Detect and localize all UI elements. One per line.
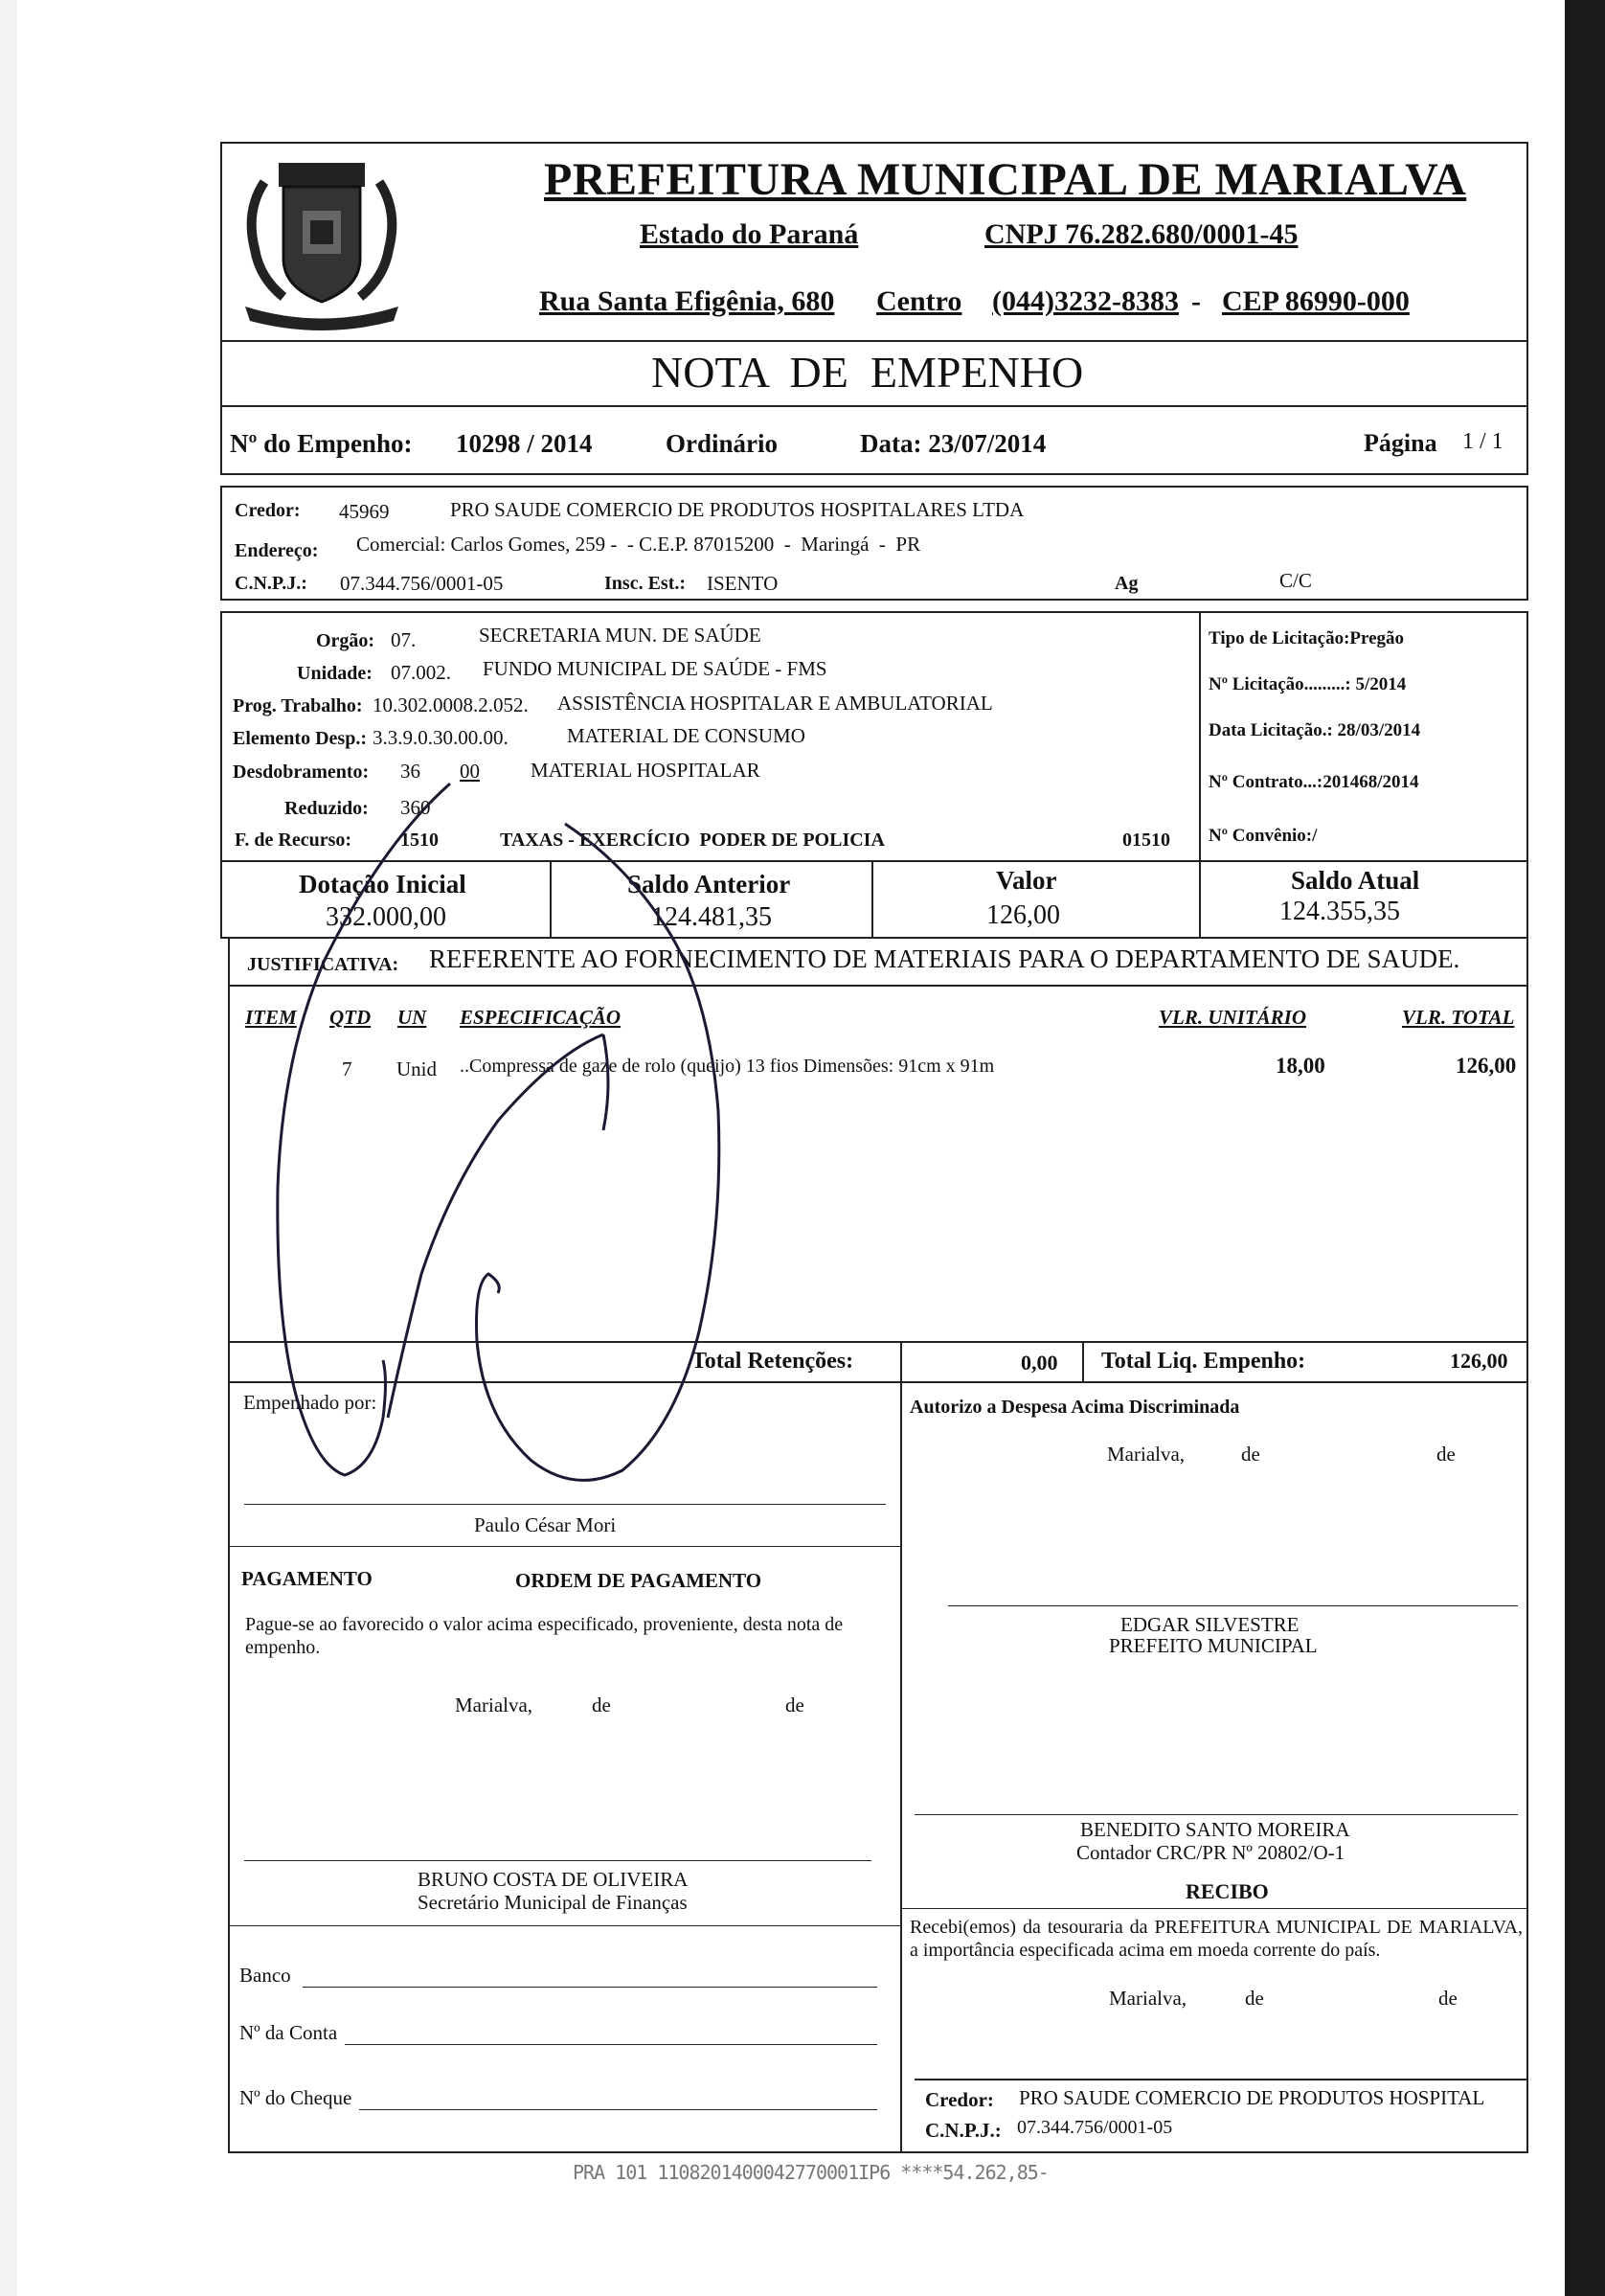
valor-value: 126,00 [986,900,1060,930]
cheque-line [359,2109,877,2110]
header-divider [220,340,1528,342]
empenho-type: Ordinário [666,429,779,458]
licitacao-numero: Nº Licitação.........: 5/2014 [1209,674,1407,694]
contador-signature-line [915,1814,1518,1815]
prefeito-nome: EDGAR SILVESTRE [1120,1613,1300,1636]
unidade-label: Unidade: [297,663,373,684]
pagamento-texto: Pague-se ao favorecido o valor acima especificado, proveniente, desta nota de empenho. [245,1614,844,1658]
ordem-label: ORDEM DE PAGAMENTO [515,1569,762,1592]
secretario-nome: BRUNO COSTA DE OLIVEIRA [418,1868,689,1891]
col-header-un: UN [397,1006,427,1029]
scan-edge-right [1565,0,1605,2296]
banco-line [303,1987,877,1988]
ag-label: Ag [1115,573,1139,594]
autorizo-label: Autorizo a Despesa Acima Discriminada [910,1397,1240,1418]
recibo-credor-value: PRO SAUDE COMERCIO DE PRODUTOS HOSPITAL [1019,2086,1485,2109]
insc-value: ISENTO [707,572,779,595]
secretario-signature-line [244,1860,871,1861]
state-name: Estado do Paraná [640,218,859,250]
desd-sub: 00 [460,760,480,783]
prefeito-signature-line [948,1605,1518,1606]
elem-label: Elemento Desp.: [233,728,367,749]
prog-label: Prog. Trabalho: [233,695,363,716]
saldos-col1 [550,860,552,939]
liq-label: Total Liq. Empenho: [1101,1349,1306,1374]
unidade-code: 07.002. [391,661,451,684]
pagamento-bottom [228,1925,900,1926]
empenhado-label: Empenhado por: [243,1391,377,1414]
cnpj-label: C.N.P.J.: [235,573,307,594]
recibo-de-1: de [1245,1987,1264,2010]
empenho-date: Data: 23/07/2014 [860,429,1047,458]
org-title: PREFEITURA MUNICIPAL DE MARIALVA [544,154,1467,205]
cep: CEP 86990-000 [1222,285,1410,317]
saldo-atual-value: 124.355,35 [1279,897,1400,926]
red-label: Reduzido: [284,798,369,819]
autorizo-de-1: de [1241,1443,1260,1466]
item-desc: ..Compressa de gaze de rolo (queijo) 13 fios Dimensões: 91cm x 91m [460,1056,995,1077]
credor-label: Credor: [235,500,301,521]
empenhado-bottom [228,1546,900,1547]
org-cnpj: CNPJ 76.282.680/0001-45 [984,218,1299,250]
col-header-especificacao: ESPECIFICAÇÃO [460,1006,622,1029]
desd-name: MATERIAL HOSPITALAR [531,759,760,782]
pagamento-cidade: Marialva, [455,1694,533,1716]
saldo-anterior-value: 124.481,35 [651,902,772,932]
street: Rua Santa Efigênia, 680 [539,285,835,317]
col-header-vlr-unitario: VLR. UNITÁRIO [1159,1006,1307,1029]
endereco-label: Endereço: [235,540,319,561]
licitacao-convenio: Nº Convênio:/ [1209,826,1318,846]
lower-divider [900,1383,902,2153]
col-header-qtd: QTD [329,1006,372,1029]
endereco-value: Comercial: Carlos Gomes, 259 - - C.E.P. 87015200 - Maringá - PR [356,533,921,556]
item-unit-price: 18,00 [1276,1054,1325,1078]
item-total: 126,00 [1456,1054,1517,1078]
secretario-cargo: Secretário Municipal de Finanças [418,1891,688,1914]
conta-label: Nº da Conta [239,2021,338,2044]
recibo-credor-top [915,2079,1527,2080]
contador-cargo: Contador CRC/PR Nº 20802/O-1 [1076,1841,1345,1864]
item-qtd: 7 [342,1057,352,1080]
dotacao-inicial-value: 332.000,00 [326,902,446,932]
orgao-code: 07. [391,628,417,651]
page-label: Página [1364,429,1437,457]
retencoes-label: Total Retenções: [691,1349,854,1374]
district: Centro [876,285,962,317]
authentication-stamp: PRA 101 1108201400042770001IP6 ****54.262,85- [573,2161,1049,2184]
crest-banner-text: MARIALVA 1951 [278,303,366,316]
col-header-item: ITEM [245,1006,297,1029]
licitacao-data: Data Licitação.: 28/03/2014 [1209,720,1421,740]
credor-name: PRO SAUDE COMERCIO DE PRODUTOS HOSPITALARES LTDA [450,498,1025,521]
insc-label: Insc. Est.: [604,573,687,594]
fr-code: 01510 [1122,830,1170,851]
dotacao-inicial-label: Dotação Inicial [299,870,466,898]
totals-div2 [1082,1341,1084,1383]
conta-line [345,2044,877,2045]
prog-code: 10.302.0008.2.052. [373,693,529,716]
pagamento-de-2: de [785,1694,804,1716]
saldo-anterior-label: Saldo Anterior [627,870,791,898]
banco-label: Banco [239,1964,291,1987]
licitacao-contrato: Nº Contrato...:201468/2014 [1209,772,1419,792]
retencoes-value: 0,00 [1021,1351,1058,1375]
recibo-cnpj-value: 07.344.756/0001-05 [1017,2117,1173,2138]
liq-value: 126,00 [1450,1349,1508,1373]
justificativa-text: REFERENTE AO FORNECIMENTO DE MATERIAIS PARA O DEPARTAMENTO DE SAUDE. [429,944,1460,973]
saldo-atual-label: Saldo Atual [1291,866,1420,895]
orgao-label: Orgão: [316,630,375,651]
red-value: 360 [400,796,431,819]
recibo-divider [900,1908,1528,1909]
totals-box [228,1341,1528,1383]
elem-code: 3.3.9.0.30.00.00. [373,726,509,749]
orgao-name: SECRETARIA MUN. DE SAÚDE [479,624,761,647]
valor-label: Valor [996,866,1057,895]
credor-code: 45969 [339,500,390,523]
lower-box [228,1383,1528,2153]
cnpj-value: 07.344.756/0001-05 [340,572,504,595]
fr-label: F. de Recurso: [235,830,352,851]
totals-div1 [900,1341,902,1383]
recibo-cidade: Marialva, [1109,1987,1187,2010]
unidade-name: FUNDO MUNICIPAL DE SAÚDE - FMS [483,657,827,680]
recibo-texto: Recebi(emos) da tesouraria da PREFEITURA MUNICIPAL DE MARIALVA, a importância especificada acima em moeda corrente do país. [910,1917,1523,1961]
justificativa-label: JUSTIFICATIVA: [247,954,399,975]
fr-name: TAXAS - EXERCÍCIO PODER DE POLICIA [500,830,885,851]
elem-name: MATERIAL DE CONSUMO [567,724,805,747]
prog-name: ASSISTÊNCIA HOSPITALAR E AMBULATORIAL [557,692,993,715]
cc-label: C/C [1279,569,1312,592]
licitacao-divider [1199,611,1201,939]
header-dash: - [1191,285,1201,317]
pagamento-de-1: de [592,1694,611,1716]
empenhado-nome: Paulo César Mori [474,1513,617,1536]
title-divider [220,405,1528,407]
licitacao-tipo: Tipo de Licitação:Pregão [1209,628,1405,648]
pagamento-label: PAGAMENTO [241,1567,373,1590]
item-un: Unid [396,1057,437,1080]
empenho-number: 10298 / 2014 [456,429,593,458]
recibo-de-2: de [1438,1987,1458,2010]
recibo-cnpj-label: C.N.P.J.: [925,2119,1002,2142]
empenho-label: Nº do Empenho: [230,429,413,458]
saldos-col2 [871,860,873,939]
phone: (044)3232-8383 [992,285,1179,317]
fr-value: 1510 [400,830,439,851]
desd-label: Desdobramento: [233,762,370,783]
contador-nome: BENEDITO SANTO MOREIRA [1080,1818,1350,1841]
prefeito-cargo: PREFEITO MUNICIPAL [1109,1634,1318,1657]
recibo-title: RECIBO [1186,1879,1269,1903]
recibo-credor-label: Credor: [925,2088,994,2111]
items-box [228,987,1528,1343]
empenhado-signature-line [244,1504,886,1505]
scan-edge-left [0,0,17,2296]
saldos-top [220,860,1528,862]
doc-title: NOTA DE EMPENHO [651,348,1084,397]
col-header-vlr-total: VLR. TOTAL [1402,1006,1515,1029]
autorizo-de-2: de [1436,1443,1456,1466]
desd-code: 36 [400,760,420,783]
autorizo-cidade: Marialva, [1107,1443,1186,1466]
cheque-label: Nº do Cheque [239,2086,352,2109]
page-number: 1 / 1 [1462,429,1503,454]
